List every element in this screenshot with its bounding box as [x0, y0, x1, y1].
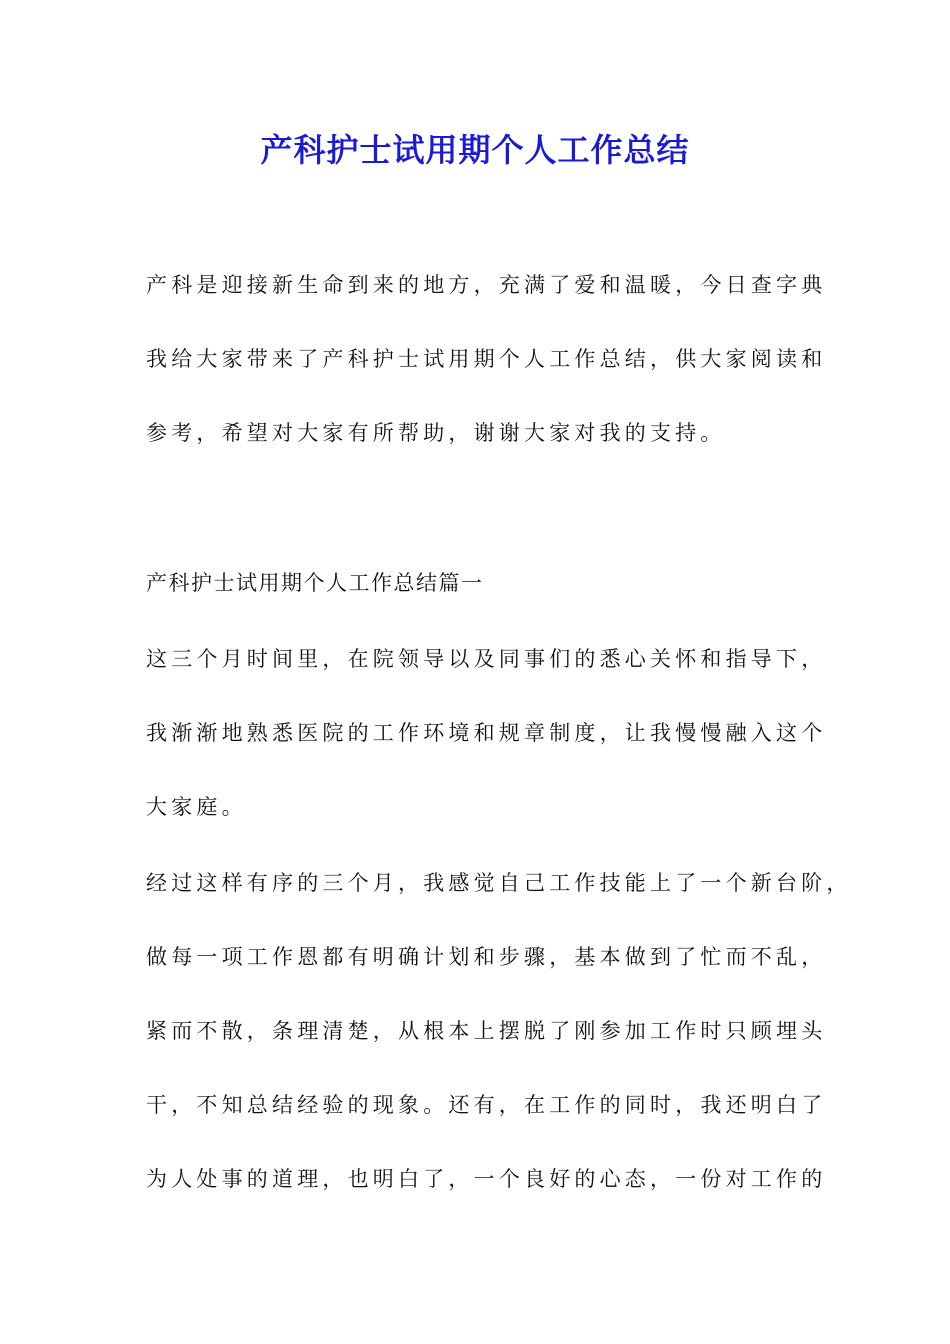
intro-line-3: 参考，希望对大家有所帮助，谢谢大家对我的支持。	[146, 421, 726, 445]
intro-line-2: 我给大家带来了产科护士试用期个人工作总结，供大家阅读和	[146, 347, 827, 371]
section-heading: 产科护士试用期个人工作总结篇一	[146, 571, 484, 595]
paragraph2-line-2: 做每一项工作恩都有明确计划和步骤，基本做到了忙而不乱，	[146, 945, 827, 969]
paragraph1-line-1: 这三个月时间里，在院领导以及同事们的悉心关怀和指导下，	[146, 647, 827, 671]
intro-line-1: 产科是迎接新生命到来的地方，充满了爱和温暖，今日查字典	[146, 273, 827, 297]
paragraph1-line-3: 大家庭。	[146, 795, 247, 819]
document-title: 产科护士试用期个人工作总结	[260, 131, 690, 169]
paragraph2-line-1: 经过这样有序的三个月，我感觉自己工作技能上了一个新台阶，	[146, 871, 852, 895]
paragraph2-line-5: 为人处事的道理，也明白了，一个良好的心态，一份对工作的	[146, 1167, 827, 1191]
paragraph1-line-2: 我渐渐地熟悉医院的工作环境和规章制度，让我慢慢融入这个	[146, 721, 827, 745]
paragraph2-line-4: 干，不知总结经验的现象。还有，在工作的同时，我还明白了	[146, 1093, 827, 1117]
paragraph2-line-3: 紧而不散，条理清楚，从根本上摆脱了刚参加工作时只顾埋头	[146, 1019, 827, 1043]
